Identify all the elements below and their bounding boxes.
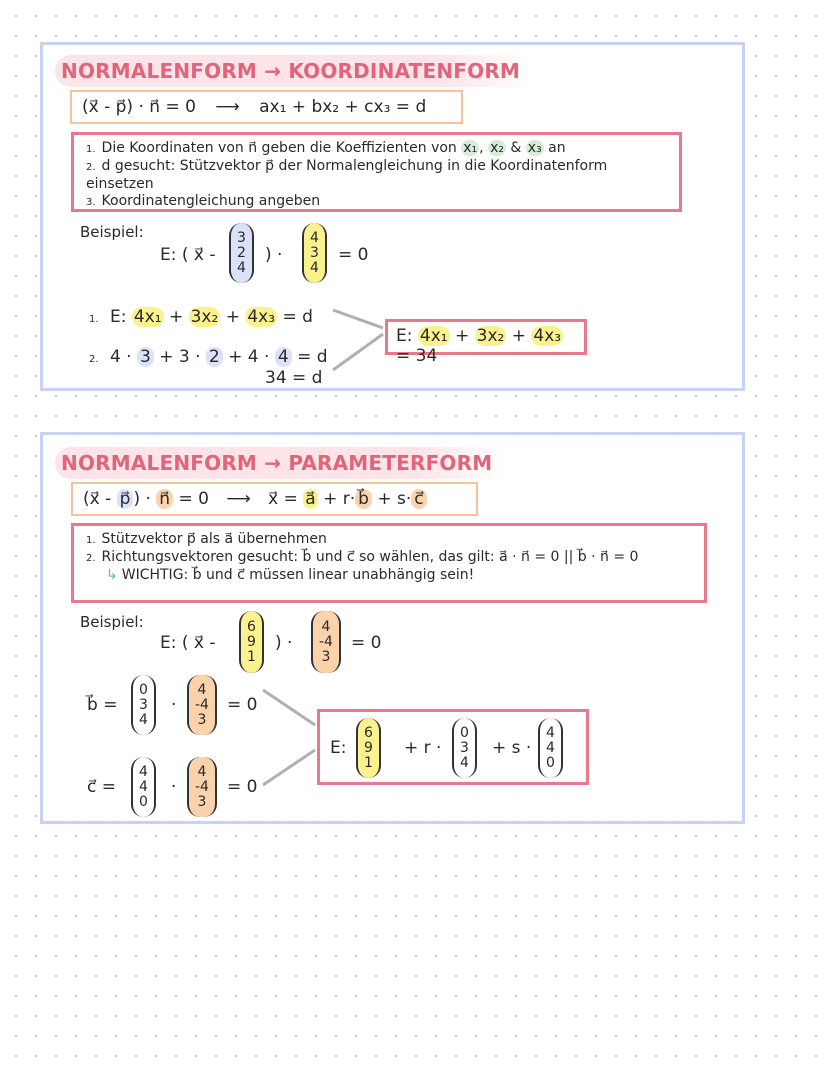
support-vector: 3 2 4 — [229, 223, 254, 283]
step-2: 2. Richtungsvektoren gesucht: b⃗ und c⃗ so wählen, das gilt: a⃗ · n⃗ = 0 || b⃗ · n⃗ = 0 — [86, 549, 639, 565]
result-box: E: 4x₁ + 3x₂ + 4x₃ = 34 — [385, 319, 587, 355]
step-3-note: ↳ WICHTIG: b⃗ und c⃗ müssen linear unabhängig sein! — [106, 567, 475, 583]
plane-equation-end: = 0 — [351, 633, 382, 653]
plane-equation-prefix: E: ( x⃗ - — [160, 245, 216, 265]
plane-equation-prefix: E: ( x⃗ - — [160, 633, 216, 653]
steps-box — [71, 523, 707, 603]
step-2: 2. d gesucht: Stützvektor p⃗ der Normalengleichung in die Koordinatenform einsetzen — [86, 158, 608, 192]
plane-equation-end: = 0 — [338, 245, 369, 265]
normal-vector: 4 3 4 — [302, 223, 327, 283]
transform-arrow: ⟶ — [215, 97, 240, 117]
transform-arrow: ⟶ — [226, 489, 251, 509]
section-title: NORMALENFORM → PARAMETERFORM — [55, 447, 506, 479]
b-label: b⃗ = — [87, 695, 118, 715]
formula-box: (x⃗ - p⃗ ) · n⃗ = 0 ⟶ x⃗ = a⃗ + r· b⃗ + s· c⃗ — [71, 482, 478, 516]
c-label: c⃗ = — [87, 777, 116, 797]
steps-box — [71, 132, 682, 212]
step-3: 3. Koordinatengleichung angeben — [86, 193, 321, 209]
direction-vector-c: 4 4 0 — [131, 757, 156, 817]
result-vector-c: 4 4 0 — [538, 718, 563, 778]
section-title: NORMALENFORM → KOORDINATENFORM — [55, 55, 534, 87]
result-vector-b: 0 3 4 — [452, 718, 477, 778]
result-box: E: 6 9 1 + r · 0 3 4 + s · 4 4 0 — [317, 709, 589, 785]
calc-line-2: 2. 4 · 3 + 3 · 2 + 4 · 4 = d — [89, 347, 328, 367]
coordinate-form-formula: ax₁ + bx₂ + cx₃ = d — [259, 97, 427, 117]
section-normal-to-parameter — [40, 432, 745, 824]
dot-operator: · — [171, 777, 177, 797]
step-1: 1. Die Koordinaten von n⃗ geben die Koeffizienten von x₁ , x₂ & x₃ an — [86, 140, 566, 156]
plane-equation-close: ) · — [275, 633, 293, 653]
support-vector: 6 9 1 — [239, 611, 264, 673]
step-1: 1. Stützvektor p⃗ als a⃗ übernehmen — [86, 531, 327, 547]
zero-result: = 0 — [227, 777, 258, 797]
normal-vector-copy: 4 -4 3 — [187, 757, 217, 817]
result-vector-a: 6 9 1 — [356, 718, 381, 778]
connector-lines — [323, 300, 393, 380]
normal-form-formula: (x⃗ - p⃗) · n⃗ = 0 — [82, 97, 196, 117]
section-normal-to-coordinate — [40, 42, 745, 391]
normal-vector: 4 -4 3 — [311, 611, 341, 673]
plane-equation-close: ) · — [265, 245, 283, 265]
direction-vector-b: 0 3 4 — [131, 675, 156, 735]
normal-vector-copy: 4 -4 3 — [187, 675, 217, 735]
zero-result: = 0 — [227, 695, 258, 715]
calc-line-1: 1. E: 4x₁ + 3x₂ + 4x₃ = d — [89, 307, 313, 327]
example-label: Beispiel: — [80, 223, 144, 241]
example-label: Beispiel: — [80, 613, 144, 631]
formula-box — [70, 90, 463, 124]
dot-operator: · — [171, 695, 177, 715]
calc-line-3: 34 = d — [265, 368, 323, 388]
